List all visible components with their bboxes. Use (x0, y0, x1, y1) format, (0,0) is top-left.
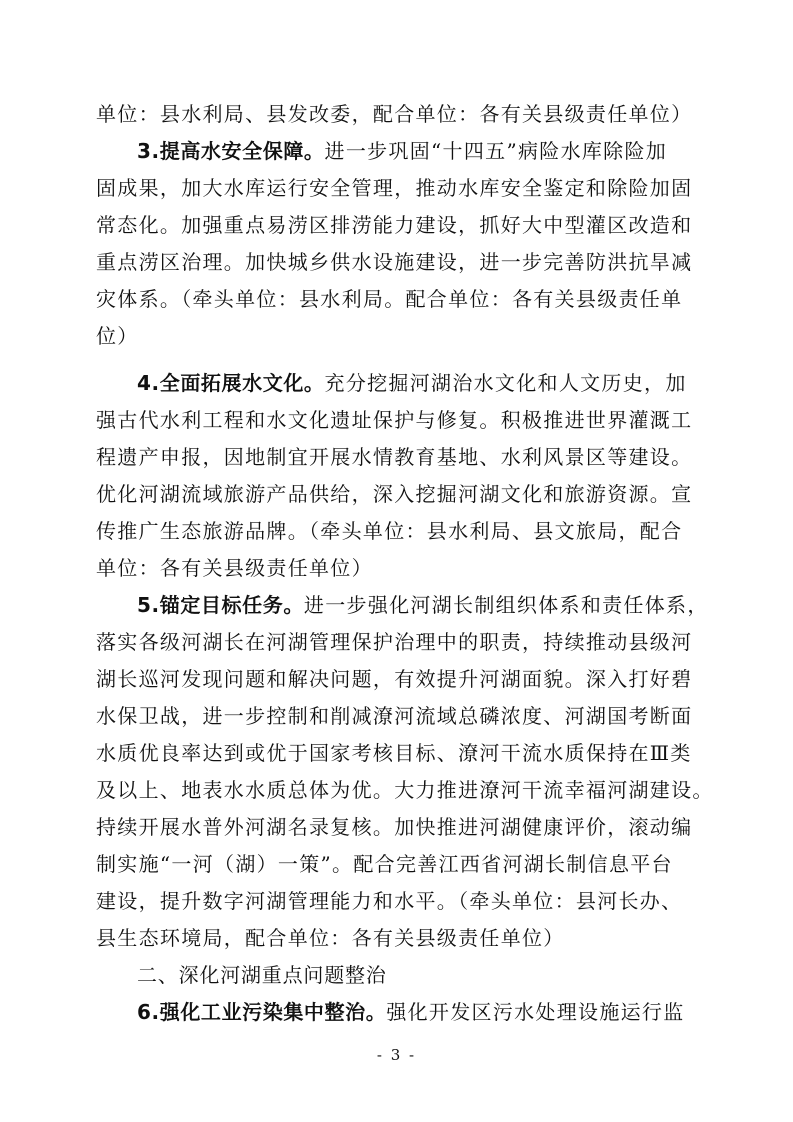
text-line: 位） (96, 324, 139, 348)
page-number: - 3 - (376, 1046, 417, 1064)
paragraph-start (96, 365, 716, 402)
text-line: 灾体系。（牵头单位：县水利局。配合单位：各有关县级责任单 (96, 287, 683, 311)
text-run: 进一步巩固“十四五”病险水库除险加 (324, 139, 668, 163)
paragraph-start (96, 994, 716, 1031)
text-line: 湖长巡河发现问题和解决问题，有效提升河湖面貌。深入打好碧 (96, 667, 693, 691)
text-line: 单位：县水利局、县发改委，配合单位：各有关县级责任单位） (96, 102, 693, 126)
text-line: 单位：各有关县级责任单位） (96, 556, 373, 580)
text-line: 建设，提升数字河湖管理能力和水平。（牵头单位：县河长办、 (96, 889, 683, 913)
text-line: 强古代水利工程和水文化遗址保护与修复。积极推进世界灌溉工 (96, 408, 693, 432)
item-heading: 5.锚定目标任务。 (137, 593, 304, 617)
text-line: 县生态环境局，配合单位：各有关县级责任单位） (96, 926, 565, 950)
text-line: 及以上、地表水水质总体为优。大力推进潦河干流幸福河湖建设。 (96, 778, 714, 802)
text-line: 程遗产申报，因地制宜开展水情教育基地、水利风景区等建设。 (96, 445, 693, 469)
item-heading: 4.全面拓展水文化。 (137, 371, 325, 395)
text-line: 制实施“一河（湖）一策”。配合完善江西省河湖长制信息平台 (96, 852, 673, 876)
text-line: 传推广生态旅游品牌。（牵头单位：县水利局、县文旅局，配合 (96, 519, 683, 543)
text-run: 进一步强化河湖长制组织体系和责任体系， (303, 593, 709, 617)
paragraph-start (96, 133, 716, 170)
text-run: 强化开发区污水处理设施运行监 (386, 1000, 685, 1024)
text-line: 重点涝区治理。加快城乡供水设施建设，进一步完善防洪抗旱减 (96, 250, 693, 274)
section-heading: 二、深化河湖重点问题整治 (137, 963, 387, 987)
document-body (96, 96, 716, 1031)
item-heading: 3.提高水安全保障。 (137, 139, 325, 163)
text-line: 常态化。加强重点易涝区排涝能力建设，抓好大中型灌区改造和 (96, 213, 693, 237)
text-line: 水保卫战，进一步控制和削减潦河流域总磷浓度、河湖国考断面 (96, 704, 693, 728)
text-line: 持续开展水普外河湖名录复核。加快推进河湖健康评价，滚动编 (96, 815, 693, 839)
text-line: 优化河湖流域旅游产品供给，深入挖掘河湖文化和旅游资源。宣 (96, 482, 693, 506)
item-heading: 6.强化工业污染集中整治。 (137, 1000, 387, 1024)
text-line: 固成果，加大水库运行安全管理，推动水库安全鉴定和除险加固 (96, 176, 693, 200)
text-line: 落实各级河湖长在河湖管理保护治理中的职责，持续推动县级河 (96, 630, 693, 654)
paragraph-start (96, 587, 716, 624)
text-line: 水质优良率达到或优于国家考核目标、潦河干流水质保持在Ⅲ类 (96, 741, 692, 765)
text-run: 充分挖掘河湖治水文化和人文历史，加 (324, 371, 687, 395)
